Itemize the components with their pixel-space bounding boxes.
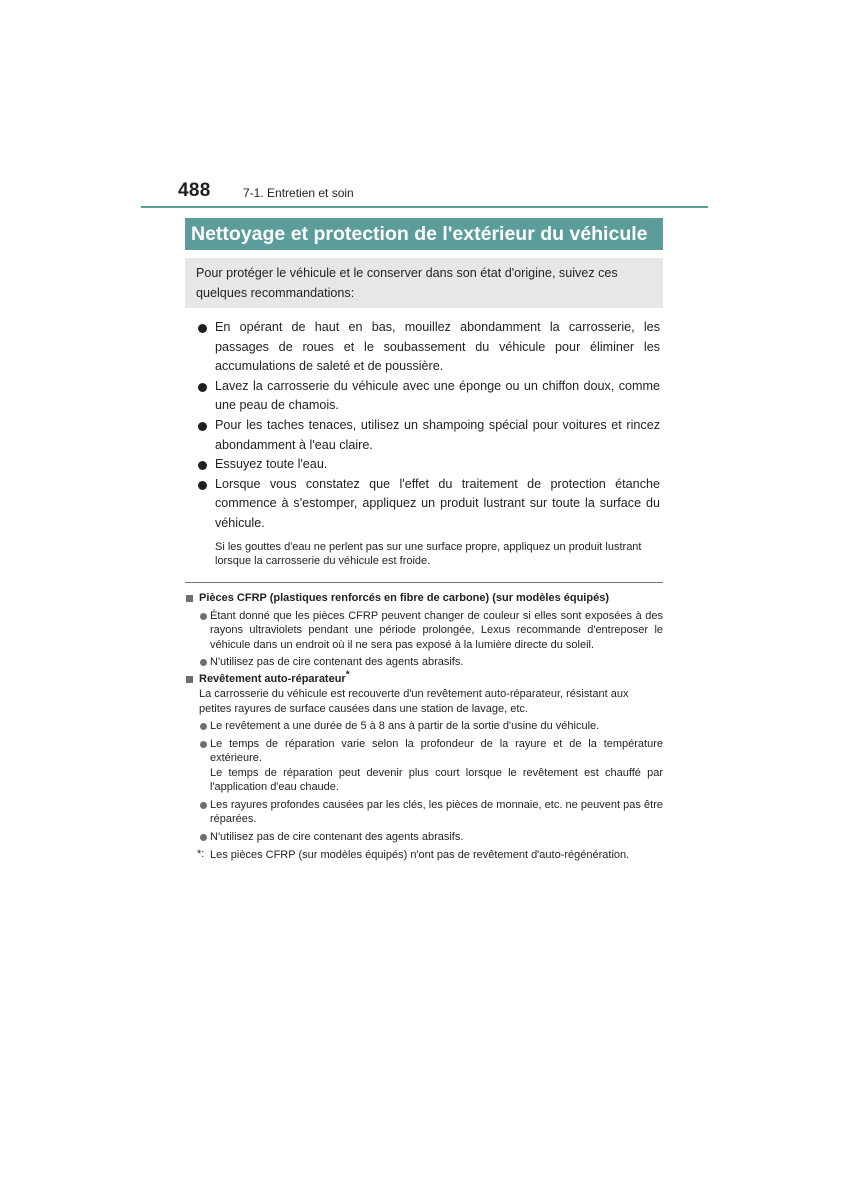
square-bullet-icon (186, 676, 193, 683)
list-item (185, 655, 663, 670)
list-item (196, 377, 660, 416)
bullet-dot-icon (198, 461, 207, 470)
list-item-text: N'utilisez pas de cire contenant des agents abrasifs. (210, 656, 464, 668)
section-label: 7-1. Entretien et soin (243, 186, 354, 200)
list-item-text: Essuyez toute l'eau. (215, 457, 328, 472)
intro-text: Pour protéger le véhicule et le conserver dans son état d'origine, suivez ces quelques recommandations: (196, 266, 618, 300)
list-item-text: N'utilisez pas de cire contenant des agents abrasifs. (210, 830, 464, 843)
section-divider (185, 582, 663, 583)
cfrp-heading (185, 591, 663, 606)
info-section (185, 589, 663, 863)
list-item (185, 798, 663, 827)
coating-heading-text: Revêtement auto-réparateur (199, 672, 346, 685)
cfrp-heading-text: Pièces CFRP (plastiques renforcés en fibre de carbone) (sur modèles équipés) (199, 592, 609, 604)
bullet-note: Si les gouttes d'eau ne perlent pas sur une surface propre, appliquez un produit lustrant lorsque la carrosserie du véhicule est froide. (215, 540, 642, 568)
list-item-text: En opérant de haut en bas, mouillez abondamment la carrosserie, les passages de roues et le soubassement du véhicule pour éliminer les accumulations de saleté et de poussière. (215, 320, 660, 374)
page-title: Nettoyage et protection de l'extérieur du véhicule (185, 218, 663, 250)
list-item (196, 455, 660, 475)
list-item-text: Étant donné que les pièces CFRP peuvent changer de couleur si elles sont exposées à des rayons ultraviolets pendant une période prolongée, Lexus recommande d'entreposer le véhicule dans un endroit où il ne sera pas exposé à la lumière directe du soleil. (210, 609, 663, 651)
list-item (196, 318, 660, 377)
footnote-mark: *: (197, 848, 205, 860)
list-item-extra-text: Le temps de réparation peut devenir plus court lorsque le revêtement est chauffé par l'application d'eau chaude. (210, 766, 663, 793)
list-item-text: Lavez la carrosserie du véhicule avec une éponge ou un chiffon doux, comme une peau de chamois. (215, 378, 660, 413)
list-item-text: Lorsque vous constatez que l'effet du traitement de protection étanche commence à s'estomper, appliquez un produit lustrant sur toute la surface du véhicule. (215, 476, 660, 530)
bullet-dot-icon (198, 324, 207, 333)
list-item-text: Pour les taches tenaces, utilisez un shampoing spécial pour voitures et rincez abondamment à l'eau claire. (215, 417, 660, 452)
intro-box (185, 258, 663, 308)
main-bullet-list (196, 318, 660, 569)
list-item (196, 416, 660, 455)
coating-paragraph: La carrosserie du véhicule est recouverte d'un revêtement auto-réparateur, résistant aux petites rayures de surface causées dans une station de lavage, etc. (199, 688, 629, 715)
coating-heading (185, 668, 663, 687)
bullet-dot-icon (200, 613, 207, 620)
header-rule (141, 206, 708, 208)
list-item-text: Les rayures profondes causées par les clés, les pièces de monnaie, etc. ne peuvent pas être réparées. (210, 798, 663, 825)
footnote (185, 848, 663, 863)
bullet-dot-icon (200, 834, 207, 841)
footnote-text: Les pièces CFRP (sur modèles équipés) n'ont pas de revêtement d'auto-régénération. (210, 849, 630, 861)
list-item (185, 719, 663, 734)
list-item-text: Le revêtement a une durée de 5 à 8 ans à partir de la sortie d'usine du véhicule. (210, 720, 600, 732)
bullet-dot-icon (198, 422, 207, 431)
list-item-text: Le temps de réparation varie selon la profondeur de la rayure et de la température extérieure. (210, 737, 663, 764)
list-item (185, 609, 663, 653)
list-item (185, 830, 663, 845)
bullet-dot-icon (198, 383, 207, 392)
bullet-dot-icon (200, 723, 207, 730)
square-bullet-icon (186, 595, 193, 602)
bullet-dot-icon (200, 659, 207, 666)
list-item (196, 475, 660, 534)
page-number: 488 (178, 180, 211, 201)
bullet-dot-icon (200, 741, 207, 748)
list-item (185, 737, 663, 795)
asterisk-mark: * (345, 668, 350, 680)
bullet-dot-icon (198, 481, 207, 490)
bullet-dot-icon (200, 802, 207, 809)
